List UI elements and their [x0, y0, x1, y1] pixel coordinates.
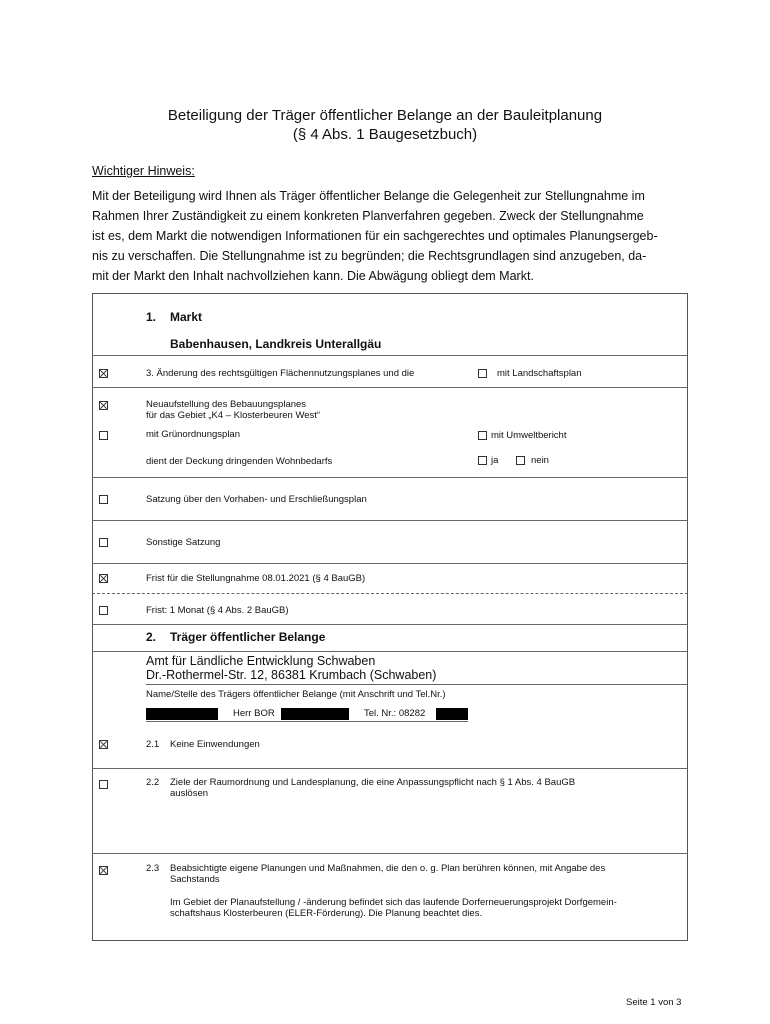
- row-bplan: Neuaufstellung des Bebauungsplanes: [146, 399, 307, 410]
- divider: [92, 387, 688, 388]
- intro-line: Mit der Beteiligung wird Ihnen als Träger öffentlicher Belange die Gelegenheit zur Stellungnahme im: [92, 189, 645, 203]
- divider-dashed: [92, 593, 688, 594]
- row-landschaftsplan: mit Landschaftsplan: [497, 368, 582, 379]
- divider: [92, 355, 688, 356]
- checkbox-gop[interactable]: [99, 431, 108, 440]
- checkbox-frist-checked[interactable]: [99, 574, 108, 583]
- checkbox-sonstige[interactable]: [99, 538, 108, 547]
- row-vep: Satzung über den Vorhaben- und Erschließungsplan: [146, 494, 367, 505]
- divider: [92, 520, 688, 521]
- section-1-number: 1.: [146, 310, 157, 324]
- organisation-address: Dr.-Rothermel-Str. 12, 86381 Krumbach (Schwaben): [146, 668, 437, 682]
- doc-title: Beteiligung der Träger öffentlicher Belange an der Bauleitplanung: [167, 107, 603, 124]
- checkbox-fnp-checked[interactable]: [99, 369, 108, 378]
- section-2-heading: Träger öffentlicher Belange: [170, 630, 326, 644]
- row-frist-monat: Frist: 1 Monat (§ 4 Abs. 2 BauGB): [146, 605, 289, 616]
- checkbox-vep[interactable]: [99, 495, 108, 504]
- option-nein: nein: [531, 455, 549, 466]
- redacted-block: [146, 708, 218, 720]
- divider: [92, 853, 688, 854]
- item-2-3: Beabsichtigte eigene Planungen und Maßnahmen, die den o. g. Plan berühren können, mit Angabe des: [170, 863, 606, 874]
- intro-line: nis zu verschaffen. Die Stellungnahme ist zu begründen; die Rechtsgrundlagen sind anzugeben, da-: [92, 249, 647, 263]
- section-1-heading: Markt: [170, 310, 203, 324]
- underline: [146, 721, 468, 722]
- market-name: Babenhausen, Landkreis Unterallgäu: [170, 337, 382, 351]
- row-umweltbericht: mit Umweltbericht: [491, 430, 567, 441]
- row-frist: Frist für die Stellungnahme 08.01.2021 (§ 4 BauGB): [146, 573, 366, 584]
- section-2-number: 2.: [146, 630, 157, 644]
- checkbox-raumordnung[interactable]: [99, 780, 108, 789]
- divider: [92, 477, 688, 478]
- doc-subtitle: (§ 4 Abs. 1 Baugesetzbuch): [292, 126, 478, 143]
- redacted-block: [436, 708, 468, 720]
- divider: [92, 651, 688, 652]
- organisation-name: Amt für Ländliche Entwicklung Schwaben: [146, 654, 376, 668]
- organisation-label: Name/Stelle des Trägers öffentlicher Belange (mit Anschrift und Tel.Nr.): [146, 689, 446, 700]
- item-2-1-number: 2.1: [146, 739, 160, 750]
- row-fnp: 3. Änderung des rechtsgültigen Flächennutzungsplanes und die: [146, 368, 415, 379]
- item-2-1: Keine Einwendungen: [170, 739, 260, 750]
- item-2-3-cont: Sachstands: [170, 874, 220, 885]
- option-ja: ja: [491, 455, 499, 466]
- checkbox-keine-einwendungen-checked[interactable]: [99, 740, 108, 749]
- item-2-2-cont: auslösen: [170, 788, 209, 799]
- form-frame: [92, 293, 688, 941]
- checkbox-frist-monat[interactable]: [99, 606, 108, 615]
- intro-line: mit der Markt den Inhalt nachvollziehen kann. Die Abwägung obliegt dem Markt.: [92, 269, 534, 283]
- item-2-3-answer-cont: schaftshaus Klosterbeuren (ELER-Förderung). Die Planung beachtet dies.: [170, 908, 483, 919]
- divider: [92, 624, 688, 625]
- checkbox-bplan-checked[interactable]: [99, 401, 108, 410]
- row-wohnbedarf: dient der Deckung dringenden Wohnbedarfs: [146, 456, 333, 467]
- contact-tel: Tel. Nr.: 08282: [364, 708, 426, 719]
- item-2-3-answer: Im Gebiet der Planaufstellung / -änderung befindet sich das laufende Dorferneuerungsprojekt Dorfgemein-: [170, 897, 617, 908]
- checkbox-nein[interactable]: [516, 456, 525, 465]
- row-bplan-area: für das Gebiet „K4 – Klosterbeuren West“: [146, 410, 321, 421]
- divider: [146, 684, 688, 685]
- redacted-block: [281, 708, 349, 720]
- item-2-2-number: 2.2: [146, 777, 160, 788]
- page-number: Seite 1 von 3: [626, 997, 682, 1008]
- intro-line: ist es, dem Markt die notwendigen Informationen für ein sachgerechtes und optimales Planungsergeb-: [92, 229, 658, 243]
- divider: [92, 563, 688, 564]
- divider: [92, 768, 688, 769]
- row-sonstige: Sonstige Satzung: [146, 537, 221, 548]
- checkbox-eigene-planungen-checked[interactable]: [99, 866, 108, 875]
- item-2-3-number: 2.3: [146, 863, 160, 874]
- contact-herr: Herr BOR: [233, 708, 275, 719]
- checkbox-umweltbericht[interactable]: [478, 431, 487, 440]
- checkbox-ja[interactable]: [478, 456, 487, 465]
- item-2-2: Ziele der Raumordnung und Landesplanung, die eine Anpassungspflicht nach § 1 Abs. 4 BauGB: [170, 777, 576, 788]
- intro-line: Rahmen Ihrer Zuständigkeit zu einem konkreten Planverfahren gegeben. Zweck der Stellungnahme: [92, 209, 644, 223]
- row-gop: mit Grünordnungsplan: [146, 429, 240, 440]
- checkbox-landschaftsplan[interactable]: [478, 369, 487, 378]
- hint-label: Wichtiger Hinweis:: [92, 164, 195, 178]
